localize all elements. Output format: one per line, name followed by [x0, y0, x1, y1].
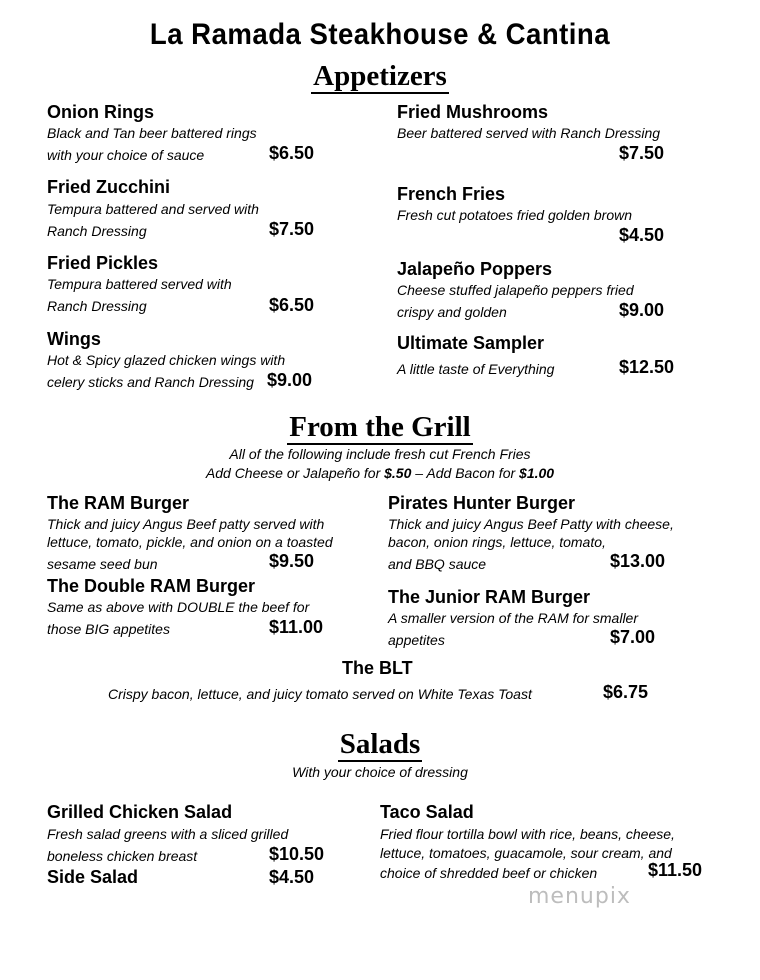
menu-item-desc: Black and Tan beer battered rings [47, 125, 257, 141]
menu-item-price: $11.50 [648, 860, 703, 880]
menu-item-desc: Cheese stuffed jalapeño peppers fried [397, 282, 634, 298]
menu-item-desc: lettuce, tomato, pickle, and onion on a toasted [47, 534, 333, 550]
salads-note: With your choice of dressing [292, 764, 468, 780]
menu-item-name: Pirates Hunter Burger [388, 493, 576, 513]
menu-item-name: Grilled Chicken Salad [47, 802, 233, 822]
menu-item-desc: Beer battered served with Ranch Dressing [397, 125, 661, 141]
menu-item-price: $11.00 [269, 617, 324, 637]
menu-item-desc: Fresh salad greens with a sliced grilled [47, 826, 289, 842]
watermark: menupix [528, 884, 631, 909]
menu-item-name: The Double RAM Burger [47, 576, 256, 596]
menu-item-desc: choice of shredded beef or chicken [380, 865, 598, 881]
menu-item-name: Ultimate Sampler [397, 333, 545, 353]
menu-item-price: $13.00 [610, 551, 666, 571]
menu-item-price: $12.50 [619, 357, 675, 377]
menu-item-name: Jalapeño Poppers [397, 259, 553, 279]
menu-item-name: Taco Salad [380, 802, 474, 822]
menu-item-desc: crispy and golden [397, 304, 507, 320]
menu-item-desc: boneless chicken breast [47, 848, 198, 864]
menu-item-name: The BLT [342, 658, 413, 678]
addon-price: $.50 [384, 465, 412, 481]
menu-item-name: Fried Pickles [47, 253, 159, 273]
salads-heading: Salads [339, 728, 421, 760]
menu-item-price: $7.00 [610, 627, 656, 647]
menu-item-desc: Tempura battered served with [47, 276, 232, 292]
grill-heading: From the Grill [289, 411, 471, 443]
menu-item-name: Wings [47, 329, 101, 349]
menu-item-name: The RAM Burger [47, 493, 190, 513]
menu-item-desc: Fresh cut potatoes fried golden brown [397, 207, 633, 223]
menu-item-name: Onion Rings [47, 102, 154, 122]
restaurant-title: La Ramada Steakhouse & Cantina [149, 18, 611, 51]
grill-note: All of the following include fresh cut French Fries [229, 446, 531, 462]
menu-item-price: $7.50 [619, 143, 665, 163]
addon-price: $1.00 [519, 465, 555, 481]
menu-item-price: $9.50 [269, 551, 315, 571]
menu-item-name: French Fries [397, 184, 506, 204]
menu-item-desc: with your choice of sauce [47, 147, 205, 163]
menu-item-desc: celery sticks and Ranch Dressing [47, 374, 254, 390]
appetizers-heading: Appetizers [313, 60, 447, 92]
menu-item-desc: Tempura battered and served with [47, 201, 259, 217]
menu-item-price: $10.50 [269, 844, 325, 864]
menu-item-desc: appetites [388, 632, 445, 648]
menu-item-price: $4.50 [619, 225, 665, 245]
menu-item-desc: lettuce, tomatoes, guacamole, sour cream, and [380, 845, 672, 861]
grill-addons-note [0, 464, 760, 483]
menu-item-desc: Same as above with DOUBLE the beef for [47, 599, 310, 615]
menu-item-desc: Ranch Dressing [47, 223, 147, 239]
menu-item-name: Fried Zucchini [47, 177, 171, 197]
menu-item-price: $6.50 [269, 295, 315, 315]
menu-item-desc: Crispy bacon, lettuce, and juicy tomato served on White Texas Toast [108, 686, 532, 702]
menu-item-price: $9.00 [267, 370, 313, 390]
menu-item-desc: Hot & Spicy glazed chicken wings with [47, 352, 286, 368]
menu-item-desc: bacon, onion rings, lettuce, tomato, [388, 534, 606, 550]
menu-item-price: $9.00 [619, 300, 665, 320]
menu-item-desc: Thick and juicy Angus Beef patty served with [47, 516, 325, 532]
addon-text: – Add Bacon for [411, 465, 520, 481]
menu-item-price: $4.50 [269, 867, 315, 887]
menu-item-desc: A little taste of Everything [397, 361, 555, 377]
menu-item-desc: Thick and juicy Angus Beef Patty with cheese, [388, 516, 674, 532]
menu-item-desc: A smaller version of the RAM for smaller [388, 610, 638, 626]
menu-item-price: $6.75 [603, 682, 649, 702]
menu-item-name: Side Salad [47, 867, 139, 887]
addon-text: Add Cheese or Jalapeño for [205, 465, 385, 481]
menu-item-name: Fried Mushrooms [397, 102, 549, 122]
menu-item-name: The Junior RAM Burger [388, 587, 591, 607]
menu-item-desc: Fried flour tortilla bowl with rice, beans, cheese, [380, 826, 675, 842]
menu-item-desc: and BBQ sauce [388, 556, 487, 572]
menu-item-desc: Ranch Dressing [47, 298, 147, 314]
menu-item-desc: those BIG appetites [47, 621, 170, 637]
menu-item-desc: sesame seed bun [47, 556, 158, 572]
menu-item-price: $6.50 [269, 143, 315, 163]
menu-item-price: $7.50 [269, 219, 315, 239]
